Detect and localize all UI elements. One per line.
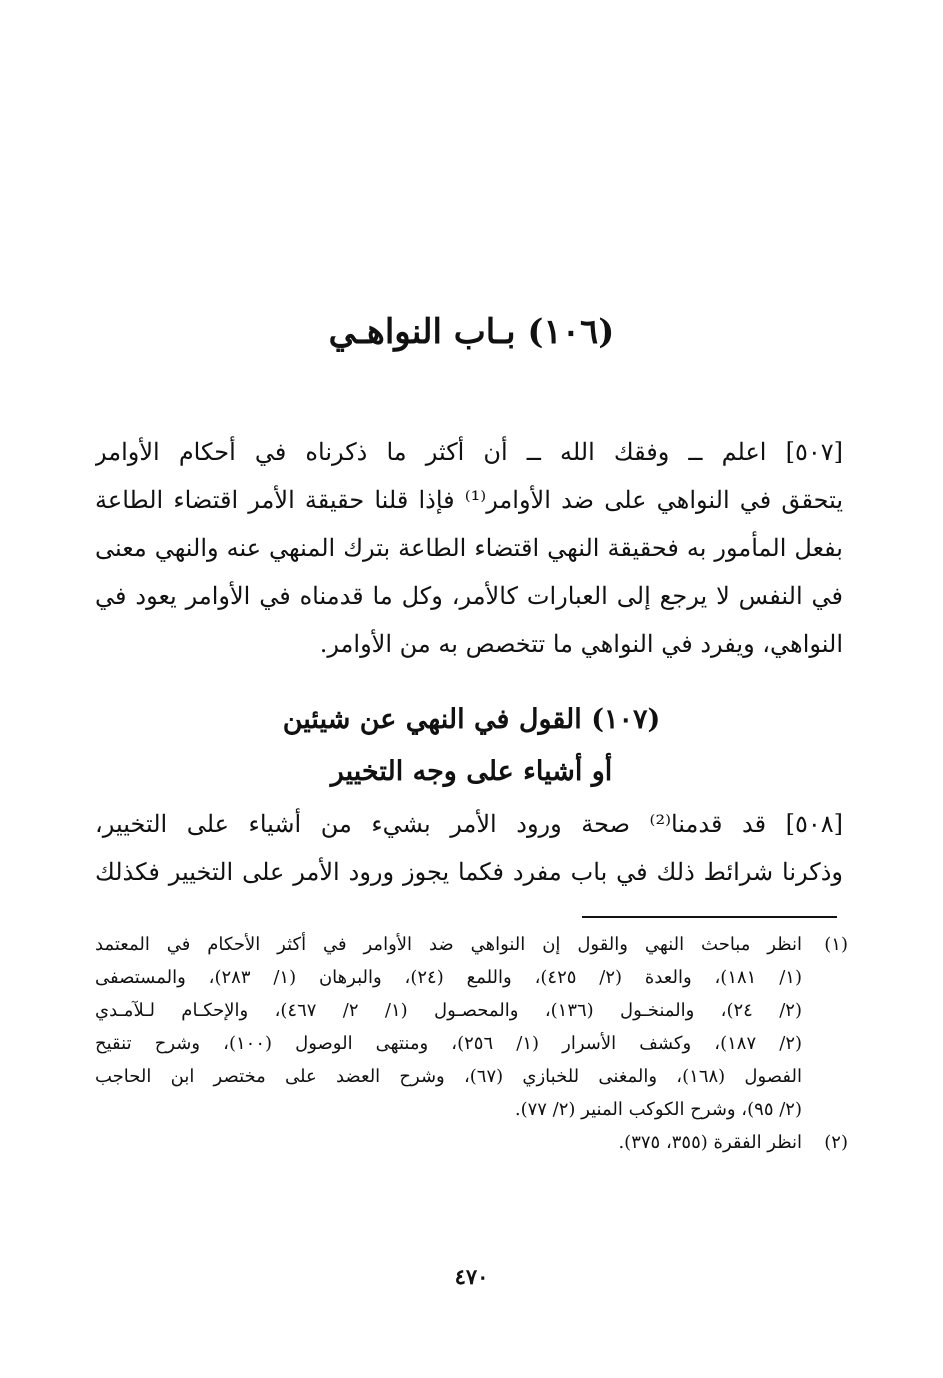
footnote-marker: (١) bbox=[824, 934, 848, 955]
footnote-line: انظر الفقرة (٣٥٥، ٣٧٥). bbox=[618, 1132, 802, 1153]
footnote-line: الفصول (١٦٨)، والمغنى للخبازي (٦٧)، وشرح العضد على مختصر ابن الحاجب bbox=[95, 1066, 802, 1087]
paragraph-508 bbox=[95, 800, 843, 896]
paragraph-line: وذكرنا شرائط ذلك في باب مفرد فكما يجوز ورود الأمر على التخيير فكذلك bbox=[95, 858, 843, 886]
paragraph-line: بفعل المأمور به فحقيقة النهي اقتضاء الطاعة بترك المنهي عنه والنهي معنى bbox=[95, 534, 843, 562]
footnote-line: (٢/ ٩٥)، وشرح الكوكب المنير (٢/ ٧٧). bbox=[514, 1099, 802, 1120]
paragraph-line: في النفس لا يرجع إلى العبارات كالأمر، وكل ما قدمناه في الأوامر يعود في bbox=[95, 582, 843, 610]
chapter-title: (١٠٦) بـاب النواهـي bbox=[328, 312, 615, 352]
paragraph-line: [٥٠٧] اعلم ــ وفقك الله ــ أن أكثر ما ذكرناه في أحكام الأوامر bbox=[95, 438, 843, 466]
section-subtitle: أو أشياء على وجه التخيير bbox=[330, 756, 613, 787]
page-number: ٤٧٠ bbox=[454, 1264, 489, 1289]
footnote-1 bbox=[95, 928, 848, 1126]
paragraph-line: يتحقق في النواهي على ضد الأوامر⁽¹⁾ فإذا قلنا حقيقة الأمر اقتضاء الطاعة bbox=[95, 486, 843, 514]
footnote-line: (١/ ١٨١)، والعدة (٢/ ٤٢٥)، واللمع (٢٤)، والبرهان (١/ ٢٨٣)، والمستصفى bbox=[95, 967, 802, 988]
footnote-line: (٢/ ٢٤)، والمنخـول (١٣٦)، والمحصـول (١/ ٢/ ٤٦٧)، والإحكـام لـلآمـدي bbox=[95, 1000, 802, 1021]
footnotes bbox=[95, 928, 848, 1159]
section-title: (١٠٧) القول في النهي عن شيئين bbox=[282, 704, 661, 735]
paragraph-line: [٥٠٨] قد قدمنا⁽²⁾ صحة ورود الأمر بشيء من أشياء على التخيير، bbox=[95, 810, 843, 838]
footnote-line: (٢/ ١٨٧)، وكشف الأسرار (١/ ٢٥٦)، ومنتهى الوصول (١٠٠)، وشرح تنقيح bbox=[95, 1033, 802, 1054]
footnote-divider bbox=[582, 916, 837, 918]
footnote-marker: (٢) bbox=[824, 1132, 848, 1153]
footnote-line: انظر مباحث النهي والقول إن النواهي ضد الأوامر في أكثر الأحكام في المعتمد bbox=[95, 934, 802, 955]
paragraph-line: النواهي، ويفرد في النواهي ما تتخصص به من الأوامر. bbox=[319, 630, 843, 658]
footnote-2 bbox=[95, 1126, 848, 1159]
paragraph-507 bbox=[95, 428, 843, 668]
